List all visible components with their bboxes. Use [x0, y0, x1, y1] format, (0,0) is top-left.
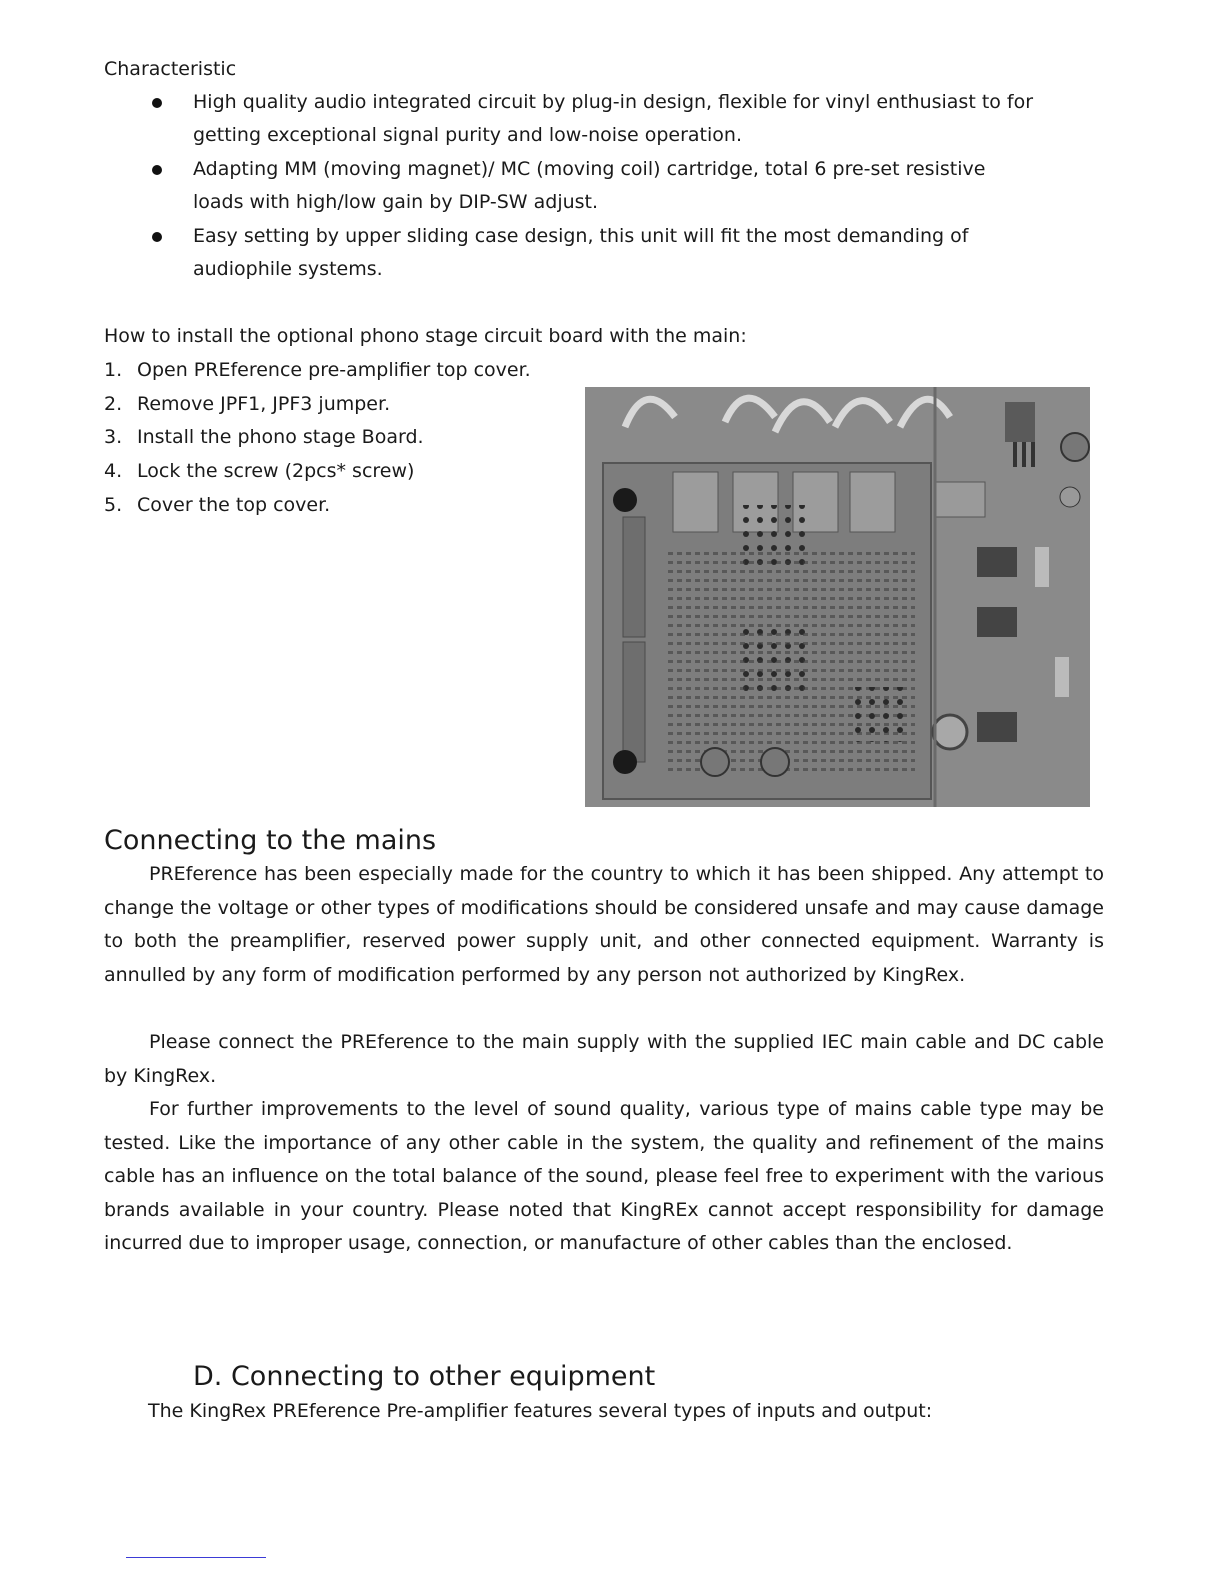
- mains-paragraph-3: For further improvements to the level of sound quality, various type of mains cable type may be tested. Like the importance of any other cable in the system, the quality and refinement of the mains cable has an influence on the total balance of the sound, please feel free to experiment with the various brands available in your country. Please noted that KingREx cannot accept responsibility for damage incurred due to improper usage, connection, or manufacture of other cables than the enclosed.: [104, 1098, 1104, 1254]
- install-intro: How to install the optional phono stage circuit board with the main:: [104, 325, 747, 347]
- bullet-icon: [152, 98, 162, 108]
- step-number: 2.: [104, 393, 123, 415]
- bullet-icon: [152, 232, 162, 242]
- bullet-1-line-2: getting exceptional signal purity and low-noise operation.: [193, 124, 742, 146]
- step-text: Lock the screw (2pcs* screw): [137, 460, 415, 482]
- step-text: Install the phono stage Board.: [137, 426, 424, 448]
- mains-paragraph-1: PREference has been especially made for the country to which it has been shipped. Any attempt to change the voltage or other types of modifications should be considered unsafe and may cause damage to both the preamplifier, reserved power supply unit, and other connected equipment. Warranty is annulled by any form of modification performed by any person not authorized by KingRex.: [104, 863, 1104, 986]
- bullet-icon: [152, 165, 162, 175]
- bullet-2-line-2: loads with high/low gain by DIP-SW adjust.: [193, 191, 599, 213]
- step-text: Open PREference pre-amplifier top cover.: [137, 359, 531, 381]
- bullet-2-line-1: Adapting MM (moving magnet)/ MC (moving coil) cartridge, total 6 pre-set resistive: [193, 158, 986, 180]
- bullet-3-line-2: audiophile systems.: [193, 258, 383, 280]
- bullet-3-line-1: Easy setting by upper sliding case design, this unit will fit the most demanding of: [193, 225, 969, 247]
- step-number: 1.: [104, 359, 123, 381]
- other-equipment-heading: D. Connecting to other equipment: [193, 1361, 656, 1392]
- other-equipment-intro: The KingRex PREference Pre-amplifier features several types of inputs and output:: [148, 1400, 933, 1422]
- step-text: Remove JPF1, JPF3 jumper.: [137, 393, 391, 415]
- mains-paragraph-2: Please connect the PREference to the main supply with the supplied IEC main cable and DC cable by KingRex.: [104, 1031, 1104, 1087]
- circuit-board-photo: [585, 387, 1090, 807]
- step-number: 4.: [104, 460, 123, 482]
- step-number: 5.: [104, 494, 123, 516]
- characteristic-heading: Characteristic: [104, 58, 237, 80]
- mains-heading: Connecting to the mains: [104, 825, 437, 856]
- step-text: Cover the top cover.: [137, 494, 331, 516]
- footnote-divider: [126, 1557, 266, 1558]
- bullet-1-line-1: High quality audio integrated circuit by plug-in design, flexible for vinyl enthusiast to for: [193, 91, 1034, 113]
- step-number: 3.: [104, 426, 123, 448]
